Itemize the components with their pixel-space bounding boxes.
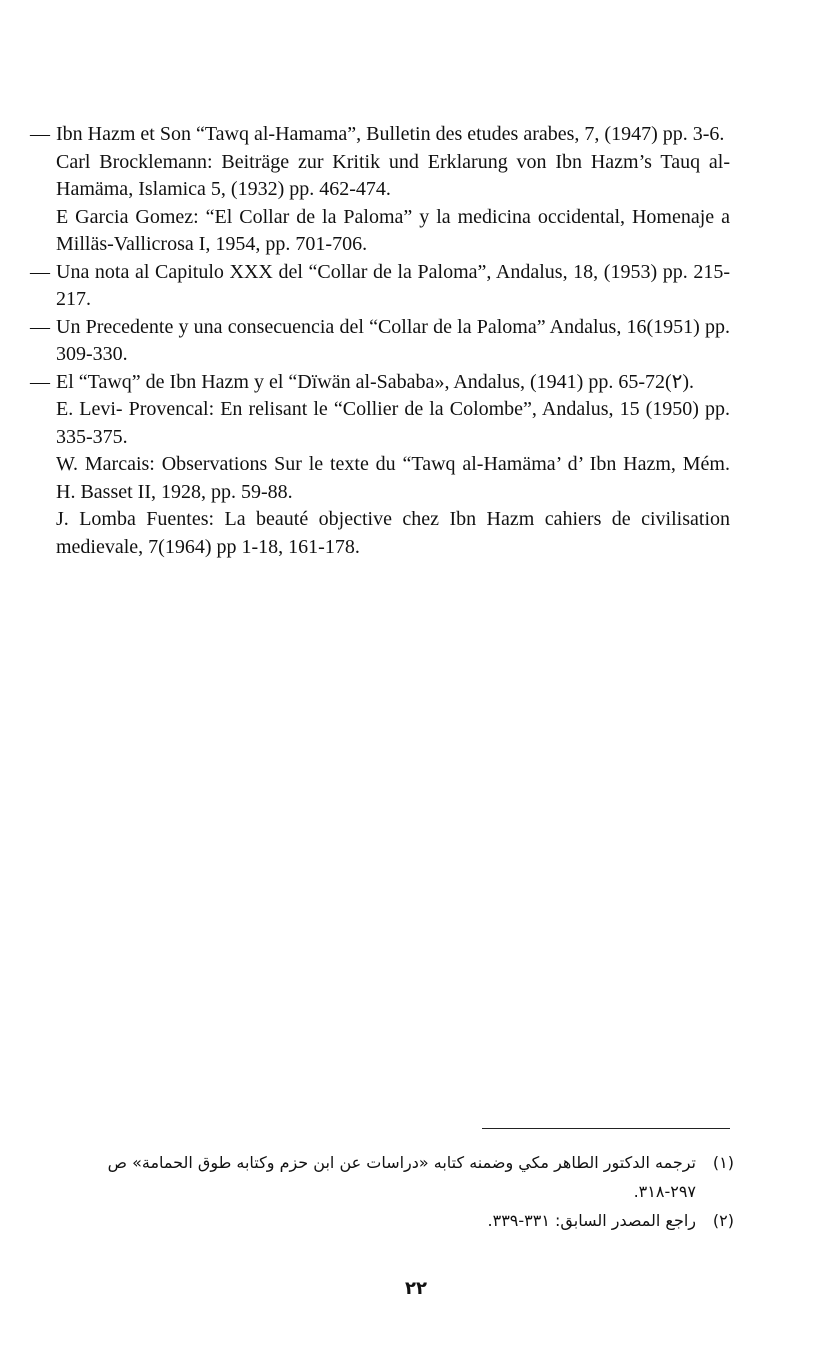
entry-text: J. Lomba Fuentes: La beauté objective chez Ibn Hazm cahiers de civilisation medievale, 7(1964) pp 1-18, 161-178. bbox=[56, 508, 730, 558]
bibliography-entry bbox=[30, 396, 730, 451]
entry-text: El “Tawq” de Ibn Hazm y el “Dïwän al-Sababa», Andalus, (1941) pp. 65-72(٢). bbox=[56, 370, 695, 393]
entry-dash: — bbox=[30, 260, 50, 283]
footnote bbox=[94, 1148, 734, 1206]
footnote-separator bbox=[482, 1128, 730, 1129]
footnote-text: راجع المصدر السابق: ٣٣١-٣٣٩. bbox=[487, 1211, 696, 1230]
bibliography-entry bbox=[30, 121, 730, 149]
entry-text: Carl Brocklemann: Beiträge zur Kritik und Erklarung von Ibn Hazm’s Tauq al-Hamäma, Islamica 5, (1932) pp. 462-474. bbox=[56, 150, 730, 200]
footnote bbox=[94, 1206, 734, 1235]
entry-text: Una nota al Capitulo XXX del “Collar de la Paloma”, Andalus, 18, (1953) pp. 215-217. bbox=[56, 260, 730, 310]
bibliography-entry bbox=[30, 149, 730, 204]
bibliography-entry bbox=[30, 506, 730, 561]
entry-dash: — bbox=[30, 370, 50, 393]
entry-text: Un Precedente y una consecuencia del “Collar de la Paloma” Andalus, 16(1951) pp. 309-330. bbox=[56, 315, 730, 365]
bibliography-list bbox=[30, 121, 730, 561]
bibliography-entry bbox=[30, 259, 730, 314]
bibliography-entry bbox=[30, 204, 730, 259]
footnote-number: (٢) bbox=[712, 1211, 734, 1230]
entry-text: E. Levi- Provencal: En relisant le “Collier de la Colombe”, Andalus, 15 (1950) pp. 335-375. bbox=[56, 398, 730, 448]
page-number: ٢٢ bbox=[405, 1278, 427, 1299]
entry-text: W. Marcais: Observations Sur le texte du “Tawq al-Hamäma’ d’ Ibn Hazm, Mém. H. Basset II, 1928, pp. 59-88. bbox=[56, 453, 730, 503]
entry-dash: — bbox=[30, 123, 50, 145]
bibliography-entry bbox=[30, 314, 730, 369]
footnotes bbox=[94, 1148, 734, 1235]
entry-text: E Garcia Gomez: “El Collar de la Paloma” y la medicina occidental, Homenaje a Milläs-Vallicrosa I, 1954, pp. 701-706. bbox=[56, 205, 730, 255]
entry-text: Ibn Hazm et Son “Tawq al-Hamama”, Bulletin des etudes arabes, 7, (1947) pp. 3-6. bbox=[56, 123, 725, 145]
bibliography-entry bbox=[30, 451, 730, 506]
footnote-text: ترجمه الدكتور الطاهر مكي وضمنه كتابه «دراسات عن ابن حزم وكتابه طوق الحمامة» ص ٢٩٧-٣١٨. bbox=[107, 1153, 696, 1201]
entry-dash: — bbox=[30, 315, 50, 338]
bibliography-entry bbox=[30, 369, 730, 397]
footnote-number: (١) bbox=[712, 1153, 734, 1172]
